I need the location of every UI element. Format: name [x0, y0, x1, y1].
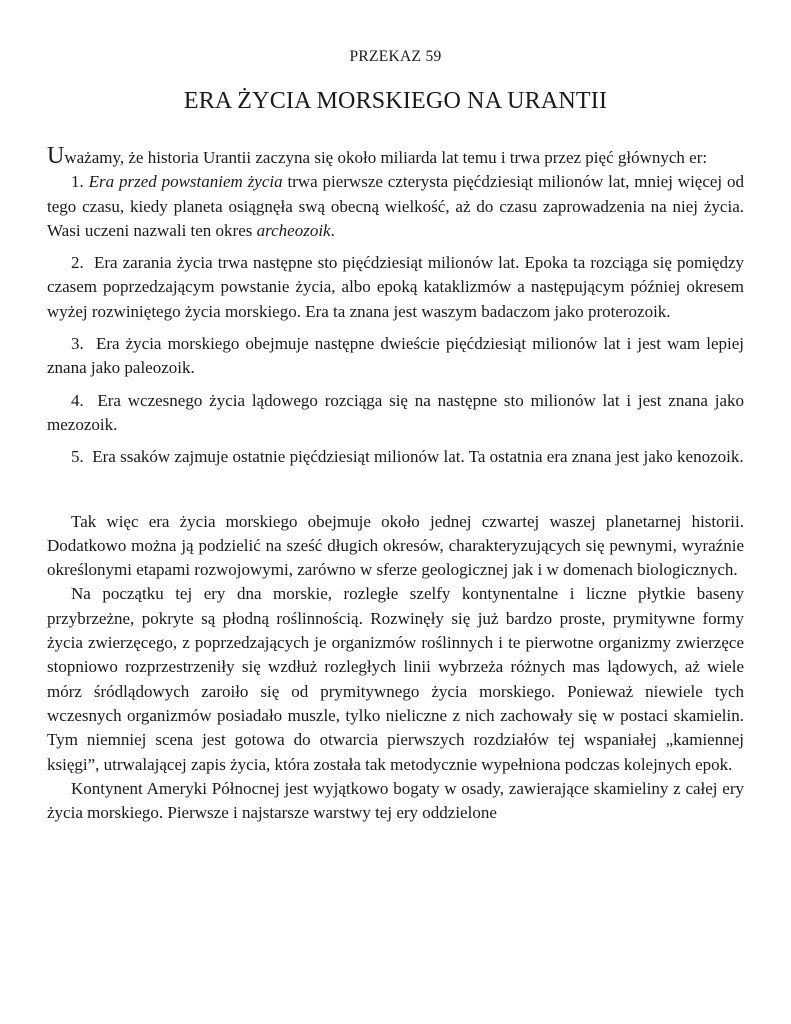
era-item-4	[47, 389, 744, 438]
era-item-5	[47, 445, 744, 469]
era-text-end: .	[330, 220, 335, 240]
era-item-2	[47, 251, 744, 324]
era-number: 4.	[71, 390, 84, 410]
era-item-3	[47, 332, 744, 381]
intro-text: ważamy, że historia Urantii zaczyna się około miliarda lat temu i trwa przez pięć głównych er:	[64, 148, 708, 167]
era-number: 3.	[71, 334, 84, 354]
paper-label: PRZEKAZ 59	[349, 48, 442, 65]
body-paragraph: Kontynent Ameryki Północnej jest wyjątkowo bogaty w osady, zawierające skamieliny z całej ery życia morskiego. Pierwsze i najstarsze warstwy tej ery oddzielone	[47, 778, 744, 823]
era-term: archeozoik	[256, 220, 331, 240]
era-text: trwa pierwsze czterysta pięćdziesiąt milionów lat, mniej więcej od tego czasu, kiedy planeta osiągnęła swą obecną wielkość, aż do czasu zaprowadzenia na niej życia. Wasi uczeni nazwali ten okres	[47, 172, 744, 240]
era-text: Era ssaków zajmuje ostatnie pięćdziesiąt milionów lat. Ta ostatnia era znana jest jako kenozoik.	[92, 447, 744, 467]
body-paragraph: Tak więc era życia morskiego obejmuje około jednej czwartej waszej planetarnej historii. Dodatkowo można ją podzielić na sześć długich okresów, charakteryzujących się pewnymi, wyraźnie określonymi etapami rozwojowymi, zarówno w sferze geologicznej jak i w domenach biologicznych.	[47, 511, 744, 580]
body-paragraph: Na początku tej ery dna morskie, rozległe szelfy kontynentalne i liczne płytkie baseny przybrzeżne, pokryte są płodną roślinnością. Rozwinęły się już bardzo proste, prymitywne formy życia zwierzęcego, z poprzedzających je organizmów roślinnych i te pierwotne organizmy zwierzęce stopniowo rozprzestrzeniły się wzdłuż rozległych linii wybrzeża różnych mas lądowych, aż wiele mórz śródlądowych zaroiło się od prymitywnego życia morskiego. Ponieważ niewiele tych wczesnych organizmów posiadało muszle, tylko nieliczne z nich zachowały się w postaci skamielin. Tym niemniej scena jest gotowa do otwarcia pierwszych rozdziałów tej wspaniałej „kamiennej księgi”, utrwalającej zapis życia, która została tak metodycznie wypełniona podczas kolejnych epok.	[47, 584, 744, 774]
era-number: 5.	[71, 447, 84, 467]
drop-cap: U	[47, 143, 65, 169]
era-item-1	[47, 170, 744, 243]
era-number: 1.	[71, 172, 84, 192]
intro-paragraph	[47, 143, 744, 170]
era-name: Era przed powstaniem życia	[88, 172, 283, 192]
era-text: Era życia morskiego obejmuje następne dwieście pięćdziesiąt milionów lat i jest wam lepiej znana jako paleozoik.	[47, 334, 744, 378]
document-body	[47, 143, 745, 825]
era-number: 2.	[71, 253, 84, 273]
page-title: ERA ŻYCIA MORSKIEGO NA URANTII	[183, 88, 608, 114]
era-text: Era zarania życia trwa następne sto pięćdziesiąt milionów lat. Epoka ta rozciąga się pomiędzy czasem poprzedzającym powstanie życia, albo epoką kataklizmów a następującym później okresem wyżej rozwiniętego życia morskiego. Era ta znana jest waszym badaczom jako proterozoik.	[47, 253, 744, 321]
era-text: Era wczesnego życia lądowego rozciąga się na następne sto milionów lat i jest znana jako mezozoik.	[47, 390, 745, 434]
